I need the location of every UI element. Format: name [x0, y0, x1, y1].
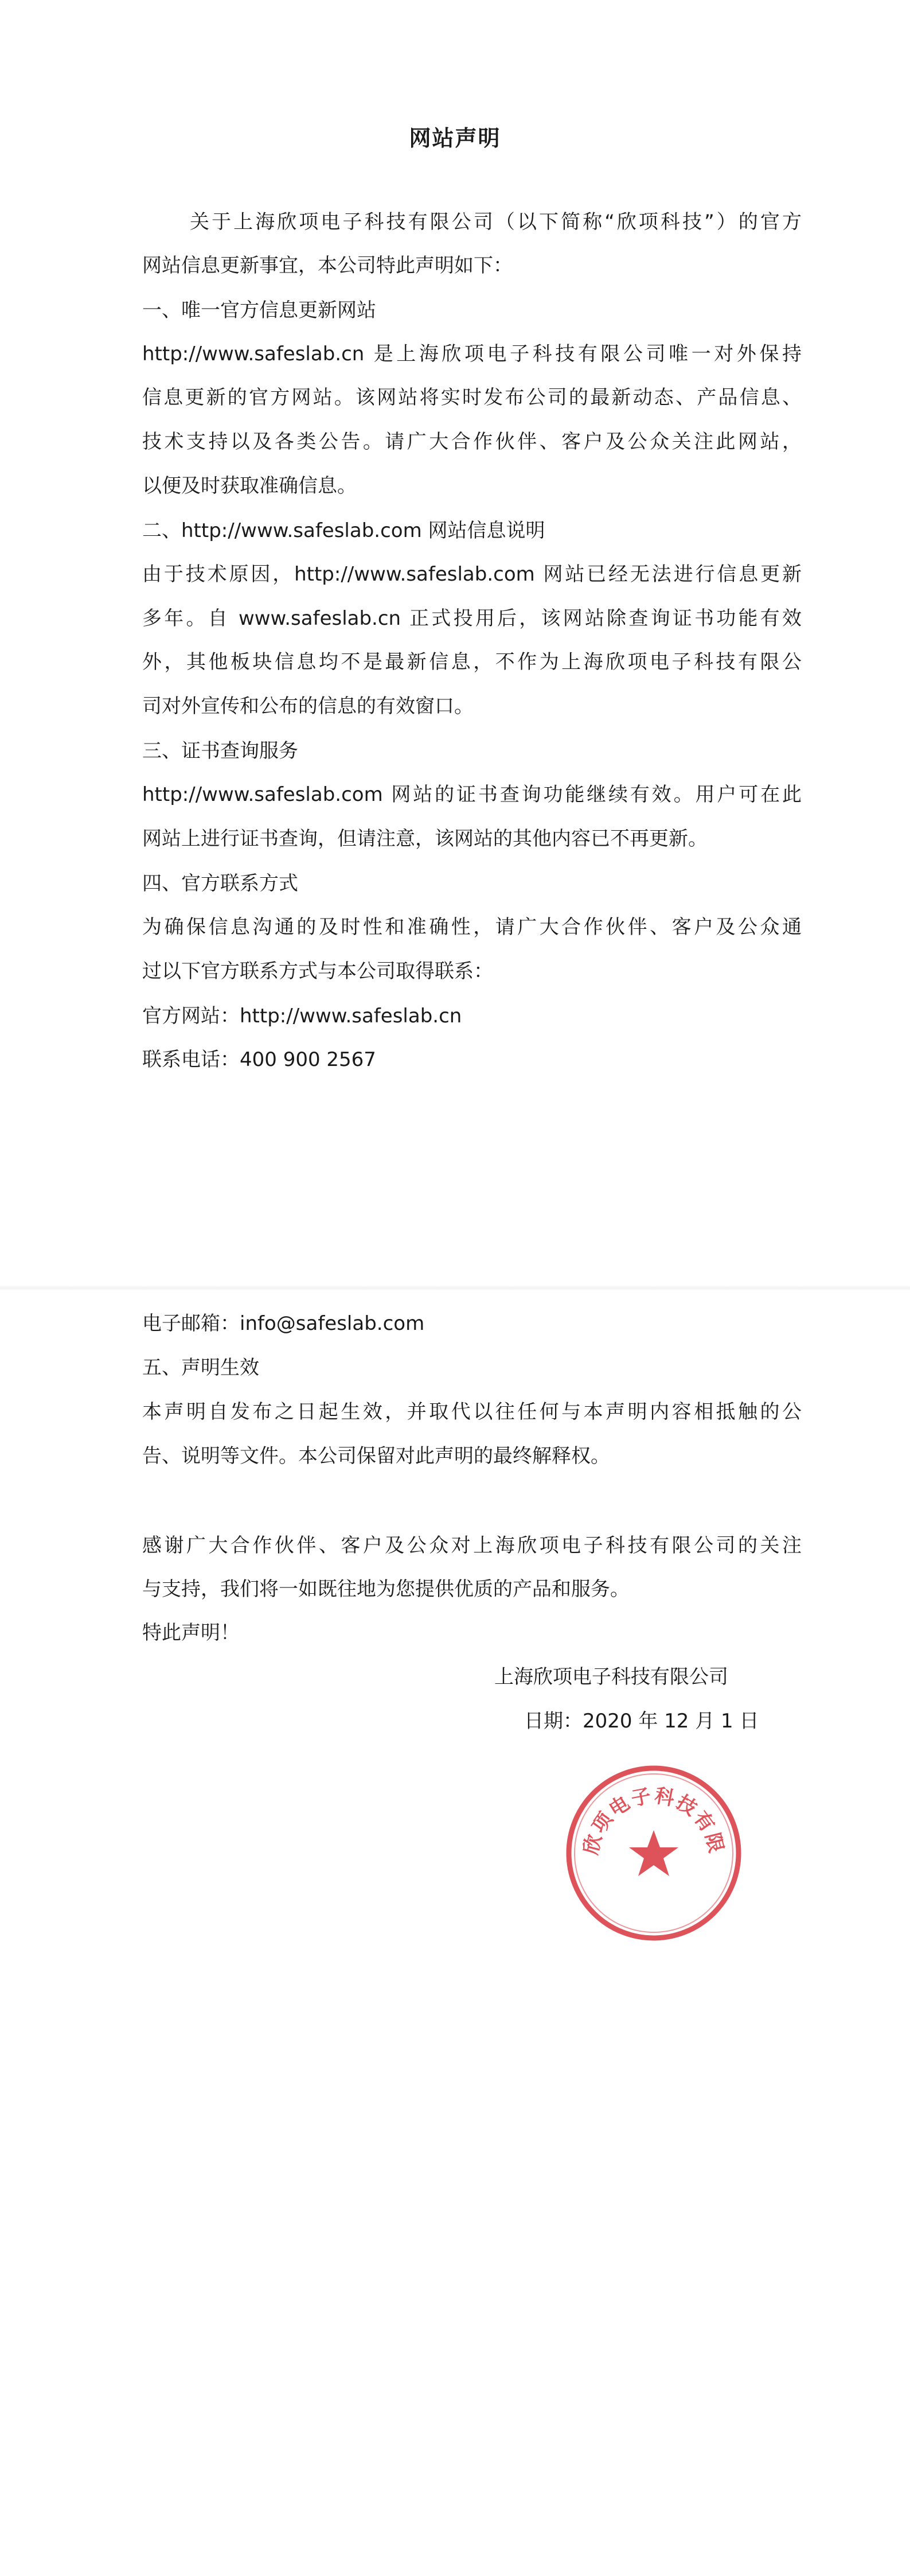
- paragraph-line: 司对外宣传和公布的信息的有效窗口。: [142, 695, 474, 718]
- contact-phone: 联系电话：400 900 2567: [142, 1048, 376, 1071]
- closing-line: 与支持，我们将一如既往地为您提供优质的产品和服务。: [142, 1578, 630, 1601]
- paragraph-line: 多年。自 www.safeslab.cn 正式投用后，该网站除查询证书功能有效: [142, 607, 802, 630]
- paragraph-line: 为确保信息沟通的及时性和准确性，请广大合作伙伴、客户及公众通: [142, 916, 802, 939]
- contact-website: 官方网站：http://www.safeslab.cn: [142, 1005, 462, 1028]
- signature-date: 日期：2020 年 12 月 1 日: [524, 1710, 759, 1733]
- seal-text: 欣项电子科技有限: [579, 1784, 728, 1857]
- paragraph-line: 信息更新的官方网站。该网站将实时发布公司的最新动态、产品信息、: [142, 386, 802, 409]
- closing-special: 特此声明！: [142, 1621, 240, 1644]
- seal-star-icon: [629, 1830, 678, 1876]
- section-heading: 五、声明生效: [142, 1356, 259, 1379]
- seal-graphic: [562, 1761, 745, 1945]
- contact-email: 电子邮箱：info@safeslab.com: [142, 1312, 425, 1335]
- paragraph-line: 外，其他板块信息均不是最新信息，不作为上海欣项电子科技有限公: [142, 651, 802, 674]
- paragraph-line: 由于技术原因，http://www.safeslab.com 网站已经无法进行信息更新: [142, 563, 802, 586]
- paragraph-line: 过以下官方联系方式与本公司取得联系：: [142, 960, 493, 983]
- section-heading: 二、http://www.safeslab.com 网站信息说明: [142, 519, 545, 542]
- paragraph-line: 技术支持以及各类公告。请广大合作伙伴、客户及公众关注此网站，: [142, 430, 802, 453]
- paragraph-line: http://www.safeslab.cn 是上海欣项电子科技有限公司唯一对外保持: [142, 343, 802, 365]
- paragraph-line: 网站上进行证书查询，但请注意，该网站的其他内容已不再更新。: [142, 827, 708, 850]
- paragraph-line: 告、说明等文件。本公司保留对此声明的最终解释权。: [142, 1445, 610, 1468]
- page-separator: [0, 1285, 910, 1291]
- paragraph-line: http://www.safeslab.com 网站的证书查询功能继续有效。用户可在此: [142, 783, 802, 806]
- page-two: [0, 1288, 910, 2576]
- company-seal: [562, 1761, 745, 1945]
- section-heading: 三、证书查询服务: [142, 740, 298, 762]
- intro-line: 关于上海欣项电子科技有限公司（以下简称“欣项科技”）的官方: [190, 211, 802, 234]
- document-title: 网站声明: [409, 126, 501, 151]
- paragraph-line: 以便及时获取准确信息。: [142, 474, 357, 497]
- paragraph-line: 本声明自发布之日起生效，并取代以往任何与本声明内容相抵触的公: [142, 1400, 802, 1423]
- intro-line: 网站信息更新事宜，本公司特此声明如下：: [142, 254, 513, 277]
- section-heading: 四、官方联系方式: [142, 872, 298, 895]
- signature-company: 上海欣项电子科技有限公司: [494, 1666, 728, 1688]
- section-heading: 一、唯一官方信息更新网站: [142, 299, 376, 322]
- closing-line: 感谢广大合作伙伴、客户及公众对上海欣项电子科技有限公司的关注: [142, 1534, 802, 1557]
